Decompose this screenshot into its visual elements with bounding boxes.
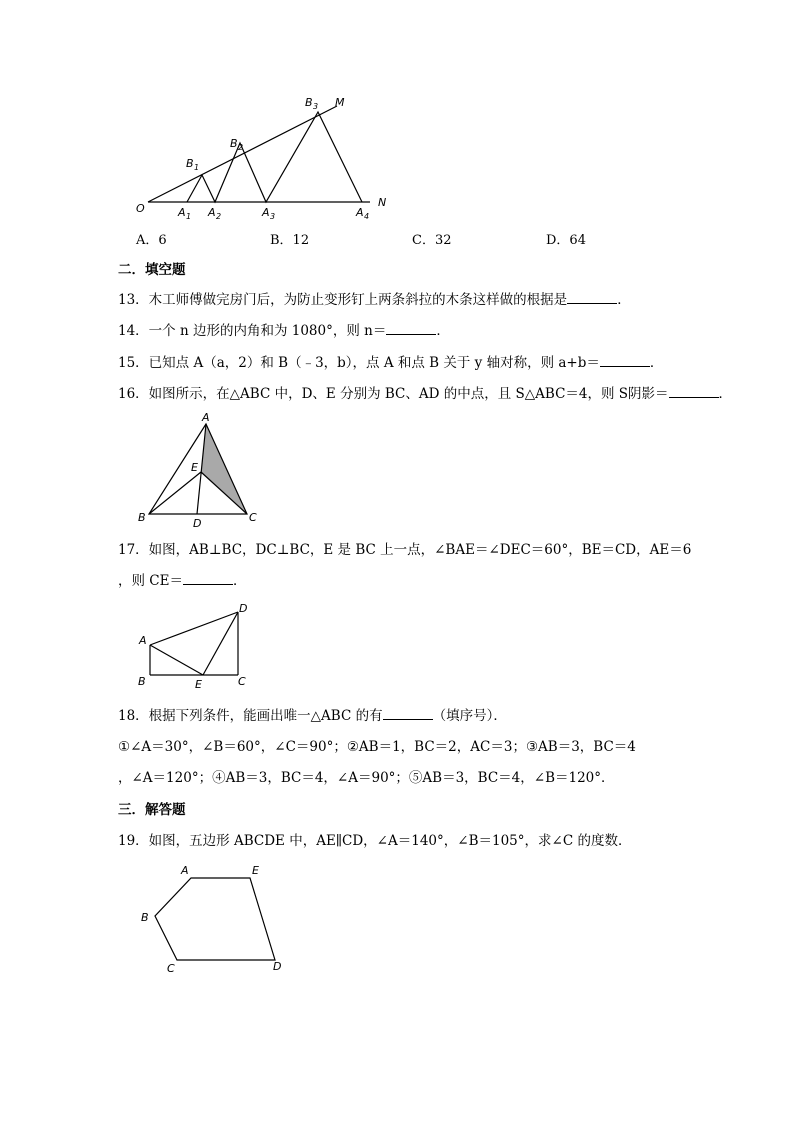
- label-B: B: [141, 911, 149, 924]
- sub-b1: 1: [194, 163, 200, 172]
- section-fill-in: 二．填空题: [118, 262, 186, 278]
- question-13: 13．木工师傅做完房门后，为防止变形钉上两条斜拉的木条这样做的根据是 ．: [118, 292, 631, 308]
- figure-q17: [135, 598, 265, 693]
- label-E: E: [252, 864, 259, 877]
- label-E: E: [195, 678, 202, 691]
- option-b: B．12: [270, 233, 310, 248]
- label-B1: B: [186, 157, 194, 170]
- label-A1: A: [178, 206, 186, 219]
- q15-text: 15．已知点 A（a，2）和 B（﹣3，b），点 A 和点 B 关于 y 轴对称，则 a+b＝: [118, 355, 600, 371]
- label-M: M: [335, 96, 345, 109]
- q13-text: 13．木工师傅做完房门后，为防止变形钉上两条斜拉的木条这样做的根据是: [118, 292, 568, 308]
- label-D: D: [193, 517, 202, 530]
- sub-2: 2: [216, 212, 222, 221]
- label-B: B: [138, 511, 146, 524]
- q14-text: 14．一个 n 边形的内角和为 1080°，则 n＝: [118, 323, 387, 339]
- label-A: A: [181, 864, 189, 877]
- label-A: A: [139, 634, 147, 647]
- figure-q12: [130, 92, 400, 222]
- figure-q19: [135, 858, 295, 978]
- label-N: N: [378, 196, 387, 209]
- sub-4: 4: [364, 212, 370, 221]
- question-14: 14．一个 n 边形的内角和为 1080°，则 n＝ ．: [118, 323, 450, 339]
- answer-blank: [383, 707, 433, 720]
- answer-blank: [600, 354, 650, 367]
- label-A3: A: [262, 206, 270, 219]
- answer-blank: [567, 291, 617, 304]
- label-A4: A: [356, 206, 364, 219]
- answer-blank: [183, 572, 233, 585]
- label-A2: A: [208, 206, 216, 219]
- label-B3: B: [305, 96, 313, 109]
- label-B: B: [138, 675, 146, 688]
- question-19: 19．如图，五边形 ABCDE 中，AE∥CD，∠A＝140°，∠B＝105°，求∠C 的度数．: [118, 833, 632, 849]
- label-D: D: [273, 960, 282, 973]
- sub-b3: 3: [313, 102, 319, 111]
- option-d: D．64: [546, 233, 586, 248]
- question-17: 17．如图，AB⊥BC，DC⊥BC，E 是 BC 上一点，∠BAE＝∠DEC＝60°，BE＝CD，AE＝6: [118, 542, 692, 558]
- sub-3: 3: [270, 212, 276, 221]
- question-15: 15．已知点 A（a，2）和 B（﹣3，b），点 A 和点 B 关于 y 轴对称，则 a+b＝ ．: [118, 355, 664, 371]
- label-C: C: [238, 675, 246, 688]
- question-18-line3: ，∠A＝120°；④AB＝3，BC＝4，∠A＝90°；⑤AB＝3，BC＝4，∠B＝120°．: [118, 770, 615, 786]
- label-D: D: [239, 602, 248, 615]
- answer-blank: [669, 385, 719, 398]
- question-18: [118, 707, 507, 725]
- label-E: E: [191, 461, 198, 474]
- question-18-line2: ①∠A＝30°，∠B＝60°，∠C＝90°；②AB＝1，BC＝2，AC＝3；③AB＝3，BC＝4: [118, 739, 636, 755]
- question-16: 16．如图所示，在△ABC 中，D、E 分别为 BC、AD 的中点，且 S△ABC＝4，则 S阴影＝ ．: [118, 386, 733, 402]
- label-C: C: [249, 511, 257, 524]
- label-A: A: [202, 411, 210, 424]
- q18-text: 18．根据下列条件，能画出唯一△ABC 的有: [118, 708, 383, 724]
- section-solve: 三．解答题: [118, 802, 186, 818]
- answer-blank: [386, 322, 436, 335]
- figure-q16: [135, 410, 265, 530]
- q16-text: 16．如图所示，在△ABC 中，D、E 分别为 BC、AD 的中点，且 S△ABC＝4，则 S阴影＝: [118, 386, 669, 402]
- label-O: O: [136, 202, 145, 215]
- label-B2: B: [230, 137, 238, 150]
- sub-1: 1: [186, 212, 192, 221]
- question-17-cont: ，则 CE＝ ．: [118, 573, 247, 589]
- sub-b2: 2: [238, 143, 244, 152]
- option-a: A．6: [136, 233, 167, 248]
- label-C: C: [167, 962, 175, 975]
- q18-tail: （填序号）．: [432, 708, 507, 724]
- option-c: C．32: [412, 233, 452, 248]
- q17b-text: ，则 CE＝: [118, 573, 183, 589]
